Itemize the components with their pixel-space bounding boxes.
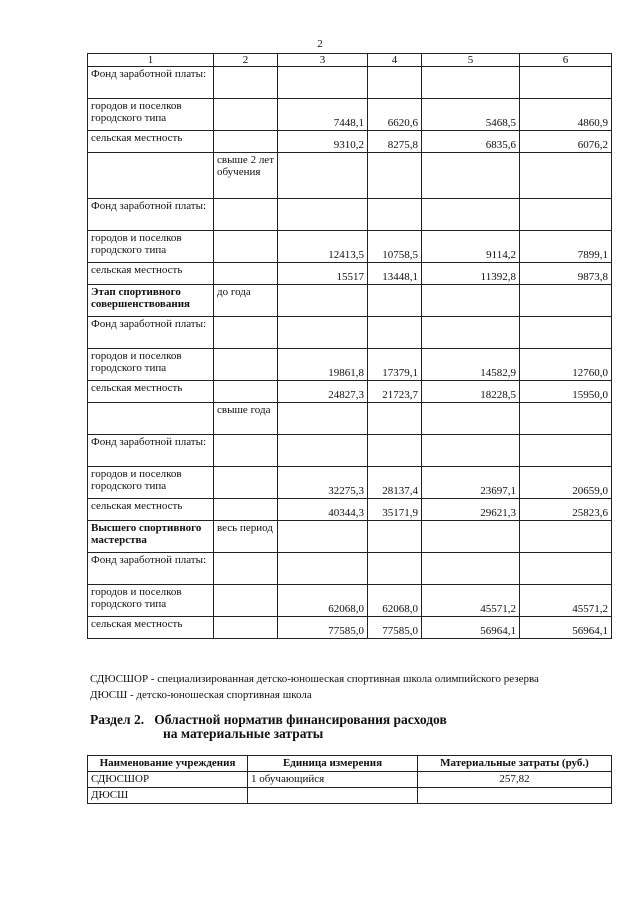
value-cell: 9873,8: [520, 263, 612, 285]
table-row: [88, 349, 612, 381]
value-cell: [278, 403, 368, 435]
value-cell: [520, 199, 612, 231]
value-cell: 40344,3: [278, 499, 368, 521]
period-cell: [214, 199, 278, 231]
value-cell: 62068,0: [278, 585, 368, 617]
column-header: Наименование учреждения: [88, 756, 248, 772]
value-cell: 28137,4: [368, 467, 422, 499]
value-cell: 14582,9: [422, 349, 520, 381]
value-cell: [422, 435, 520, 467]
material-costs-table: [87, 755, 612, 804]
period-cell: [214, 617, 278, 639]
value-cell: [520, 285, 612, 317]
value-cell: [422, 153, 520, 199]
row-label-cell: Фонд заработной платы:: [88, 553, 214, 585]
table-header-row: [88, 54, 612, 67]
unit-cell: 1 обучающийся: [248, 772, 418, 788]
period-cell: [214, 499, 278, 521]
value-cell: [368, 285, 422, 317]
cost-cell: 257,82: [418, 772, 612, 788]
value-cell: [422, 403, 520, 435]
value-cell: 6620,6: [368, 99, 422, 131]
value-cell: [520, 521, 612, 553]
row-label-cell: сельская местность: [88, 381, 214, 403]
table-row: [88, 467, 612, 499]
period-cell: [214, 349, 278, 381]
value-cell: 20659,0: [520, 467, 612, 499]
value-cell: [368, 153, 422, 199]
value-cell: 11392,8: [422, 263, 520, 285]
value-cell: 45571,2: [422, 585, 520, 617]
value-cell: 4860,9: [520, 99, 612, 131]
value-cell: 18228,5: [422, 381, 520, 403]
column-header: 3: [278, 54, 368, 67]
value-cell: [368, 403, 422, 435]
period-cell: [214, 263, 278, 285]
row-label-cell: сельская местность: [88, 263, 214, 285]
row-label-cell: городов и поселков городского типа: [88, 467, 214, 499]
period-cell: [214, 317, 278, 349]
value-cell: 15517: [278, 263, 368, 285]
value-cell: 13448,1: [368, 263, 422, 285]
value-cell: 17379,1: [368, 349, 422, 381]
value-cell: 9114,2: [422, 231, 520, 263]
period-cell: [214, 99, 278, 131]
table-row: [88, 199, 612, 231]
table-row: [88, 617, 612, 639]
value-cell: 6076,2: [520, 131, 612, 153]
row-label-cell: [88, 153, 214, 199]
value-cell: [422, 553, 520, 585]
column-header: 1: [88, 54, 214, 67]
period-cell: свыше года: [214, 403, 278, 435]
value-cell: 21723,7: [368, 381, 422, 403]
value-cell: [278, 521, 368, 553]
value-cell: [368, 435, 422, 467]
row-label-cell: Высшего спортивного мастерства: [88, 521, 214, 553]
period-cell: до года: [214, 285, 278, 317]
row-label-cell: Фонд заработной платы:: [88, 67, 214, 99]
value-cell: [278, 435, 368, 467]
institution-cell: ДЮСШ: [88, 788, 248, 804]
table-row: [88, 67, 612, 99]
value-cell: [278, 199, 368, 231]
value-cell: 8275,8: [368, 131, 422, 153]
value-cell: [520, 153, 612, 199]
period-cell: [214, 467, 278, 499]
row-label-cell: городов и поселков городского типа: [88, 99, 214, 131]
value-cell: [368, 199, 422, 231]
period-cell: [214, 381, 278, 403]
period-cell: свыше 2 лет обучения: [214, 153, 278, 199]
column-header: Единица измерения: [248, 756, 418, 772]
cost-cell: [418, 788, 612, 804]
row-label-cell: Фонд заработной платы:: [88, 435, 214, 467]
value-cell: 62068,0: [368, 585, 422, 617]
table-row: [88, 317, 612, 349]
row-label-cell: городов и поселков городского типа: [88, 231, 214, 263]
value-cell: 5468,5: [422, 99, 520, 131]
value-cell: 7448,1: [278, 99, 368, 131]
value-cell: [520, 67, 612, 99]
table-row: [88, 381, 612, 403]
note-line: СДЮСШОР - специализированная детско-юношеская спортивная школа олимпийского резерва: [90, 673, 539, 685]
institution-cell: СДЮСШОР: [88, 772, 248, 788]
table-row: [88, 153, 612, 199]
value-cell: 35171,9: [368, 499, 422, 521]
column-header: 4: [368, 54, 422, 67]
column-header: 6: [520, 54, 612, 67]
table-row: [88, 788, 612, 804]
period-cell: [214, 435, 278, 467]
value-cell: 77585,0: [368, 617, 422, 639]
value-cell: [368, 317, 422, 349]
value-cell: 9310,2: [278, 131, 368, 153]
funding-norms-table: [87, 53, 612, 639]
page-number: 2: [317, 38, 323, 50]
row-label-cell: Фонд заработной платы:: [88, 199, 214, 231]
section-title-line2: на материальные затраты: [163, 726, 324, 741]
value-cell: [422, 317, 520, 349]
value-cell: [278, 285, 368, 317]
table-row: [88, 231, 612, 263]
value-cell: 23697,1: [422, 467, 520, 499]
value-cell: 56964,1: [520, 617, 612, 639]
period-cell: [214, 67, 278, 99]
row-label-cell: Фонд заработной платы:: [88, 317, 214, 349]
value-cell: 12760,0: [520, 349, 612, 381]
value-cell: [278, 317, 368, 349]
section-heading: [90, 713, 447, 741]
table-row: [88, 521, 612, 553]
value-cell: 7899,1: [520, 231, 612, 263]
row-label-cell: сельская местность: [88, 617, 214, 639]
value-cell: [368, 67, 422, 99]
row-label-cell: Этап спортивного совершенствования: [88, 285, 214, 317]
value-cell: [278, 553, 368, 585]
value-cell: [422, 67, 520, 99]
column-header: 5: [422, 54, 520, 67]
table-row: [88, 585, 612, 617]
abbreviation-notes: [90, 671, 539, 703]
column-header: 2: [214, 54, 278, 67]
value-cell: 32275,3: [278, 467, 368, 499]
period-cell: [214, 553, 278, 585]
row-label-cell: сельская местность: [88, 131, 214, 153]
table-row: [88, 435, 612, 467]
value-cell: [422, 199, 520, 231]
note-line: ДЮСШ - детско-юношеская спортивная школа: [90, 689, 312, 701]
value-cell: [520, 317, 612, 349]
value-cell: [278, 153, 368, 199]
table-row: [88, 263, 612, 285]
table-row: [88, 499, 612, 521]
value-cell: 15950,0: [520, 381, 612, 403]
table-row: [88, 403, 612, 435]
value-cell: 56964,1: [422, 617, 520, 639]
value-cell: 24827,3: [278, 381, 368, 403]
value-cell: [368, 553, 422, 585]
value-cell: [520, 403, 612, 435]
value-cell: 12413,5: [278, 231, 368, 263]
column-header: Материальные затраты (руб.): [418, 756, 612, 772]
row-label-cell: [88, 403, 214, 435]
period-cell: весь период: [214, 521, 278, 553]
value-cell: 29621,3: [422, 499, 520, 521]
period-cell: [214, 131, 278, 153]
value-cell: 45571,2: [520, 585, 612, 617]
row-label-cell: сельская местность: [88, 499, 214, 521]
section-title-line1: Областной норматив финансирования расходов: [154, 712, 447, 727]
value-cell: [520, 553, 612, 585]
table-row: [88, 99, 612, 131]
period-cell: [214, 231, 278, 263]
value-cell: [278, 67, 368, 99]
value-cell: 10758,5: [368, 231, 422, 263]
period-cell: [214, 585, 278, 617]
value-cell: [422, 285, 520, 317]
row-label-cell: городов и поселков городского типа: [88, 349, 214, 381]
unit-cell: [248, 788, 418, 804]
value-cell: [520, 435, 612, 467]
section-number: Раздел 2.: [90, 712, 145, 727]
table-row: [88, 131, 612, 153]
value-cell: 19861,8: [278, 349, 368, 381]
table-row: [88, 553, 612, 585]
table-header-row: [88, 756, 612, 772]
value-cell: 25823,6: [520, 499, 612, 521]
value-cell: [368, 521, 422, 553]
value-cell: [422, 521, 520, 553]
row-label-cell: городов и поселков городского типа: [88, 585, 214, 617]
table-row: [88, 285, 612, 317]
table-row: [88, 772, 612, 788]
value-cell: 77585,0: [278, 617, 368, 639]
value-cell: 6835,6: [422, 131, 520, 153]
